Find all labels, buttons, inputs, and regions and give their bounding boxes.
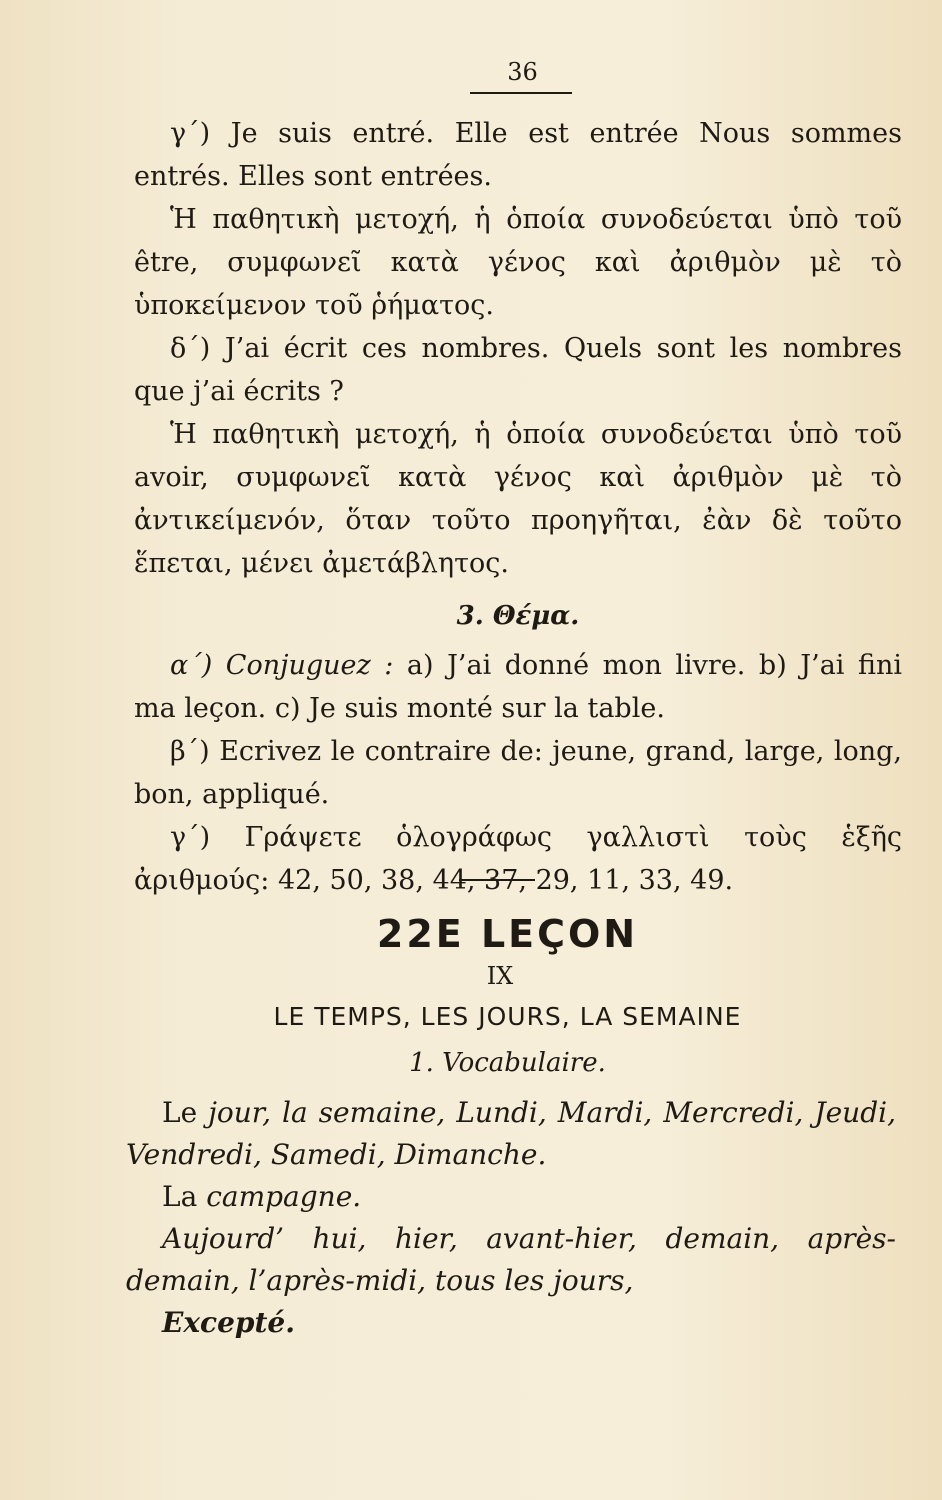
vocab-line-1-text: jour, la semaine, Lundi, Mardi, Mercredi, Jeudi, Vendredi, Samedi, Dimanche.	[126, 1096, 896, 1171]
paragraph-1: γ΄) Je suis entré. Elle est entrée Nous sommes entrés. Elles sont entrées.	[134, 118, 902, 192]
lesson-subtitle: LE TEMPS, LES JOURS, LA SEMAINE	[273, 1002, 742, 1031]
theme-heading: 3. Θέμα.	[456, 601, 580, 631]
vocab-line-2	[126, 1176, 896, 1218]
paragraph-4: Ἡ παθητικὴ μετοχή, ἡ ὁποία συνοδεύεται ὑπὸ τοῦ avoir, συμφωνεῖ κατὰ γένος καὶ ἀριθμὸν μὲ τὸ ἀντικείμενόν, ὅταν τοῦτο προηγῆται, ἐὰν δὲ τοῦτο ἕπεται, μένει ἀμετάβλητος.	[134, 419, 902, 579]
vocab-line-3-text: Aujourd’ hui, hier, avant-hier, demain, après-demain, l’après-midi, tous les jours,	[126, 1222, 896, 1297]
exercise-c-label: γ΄) Γράψετε	[170, 822, 362, 853]
section-rule	[459, 879, 535, 881]
vocab-line-4	[126, 1302, 896, 1344]
main-text	[134, 112, 902, 902]
vocab-line-1-prefix: Le	[162, 1096, 209, 1129]
exercise-b-label: β΄) Ecrivez	[170, 736, 322, 767]
exercise-c	[134, 816, 902, 902]
vocab-line-4-text: Excepté.	[162, 1306, 295, 1339]
exercise-a	[134, 644, 902, 730]
exercise-a-text: a) J’ai donné mon livre. b) J’ai fini ma leçon. c) Je suis monté sur la table.	[134, 650, 902, 724]
exercise-b	[134, 730, 902, 816]
exercise-c-text: ὁλογράφως γαλλιστὶ τοὺς ἑξῆς ἀριθμούς: 42, 50, 38, 44, 37, 29, 11, 33, 49.	[134, 822, 902, 896]
header-rule	[470, 92, 572, 94]
lesson-title: 22E LEÇON	[376, 912, 639, 956]
paragraph-3: δ΄) J’ai écrit ces nombres. Quels sont les nombres que j’ai écrits ?	[134, 333, 902, 407]
vocab-line-2-text: campagne.	[206, 1180, 362, 1213]
exercise-b-text: le contraire de: jeune, grand, large, long, bon, appliqué.	[134, 736, 902, 810]
exercise-a-label: α΄) Conjuguez :	[170, 650, 394, 681]
vocab-line-2-prefix: La	[162, 1180, 207, 1213]
vocab-line-1	[126, 1092, 896, 1176]
vocabulary-heading: 1. Vocabulaire.	[409, 1048, 606, 1078]
vocab-line-3	[126, 1218, 896, 1302]
page-number: 36	[507, 58, 538, 86]
lesson-number: IX	[486, 962, 514, 990]
vocabulary-list	[126, 1092, 896, 1344]
paragraph-2: Ἡ παθητικὴ μετοχή, ἡ ὁποία συνοδεύεται ὑπὸ τοῦ être, συμφωνεῖ κατὰ γένος καὶ ἀριθμὸν μὲ τὸ ὑποκείμενον τοῦ ῥήματος.	[134, 204, 902, 321]
